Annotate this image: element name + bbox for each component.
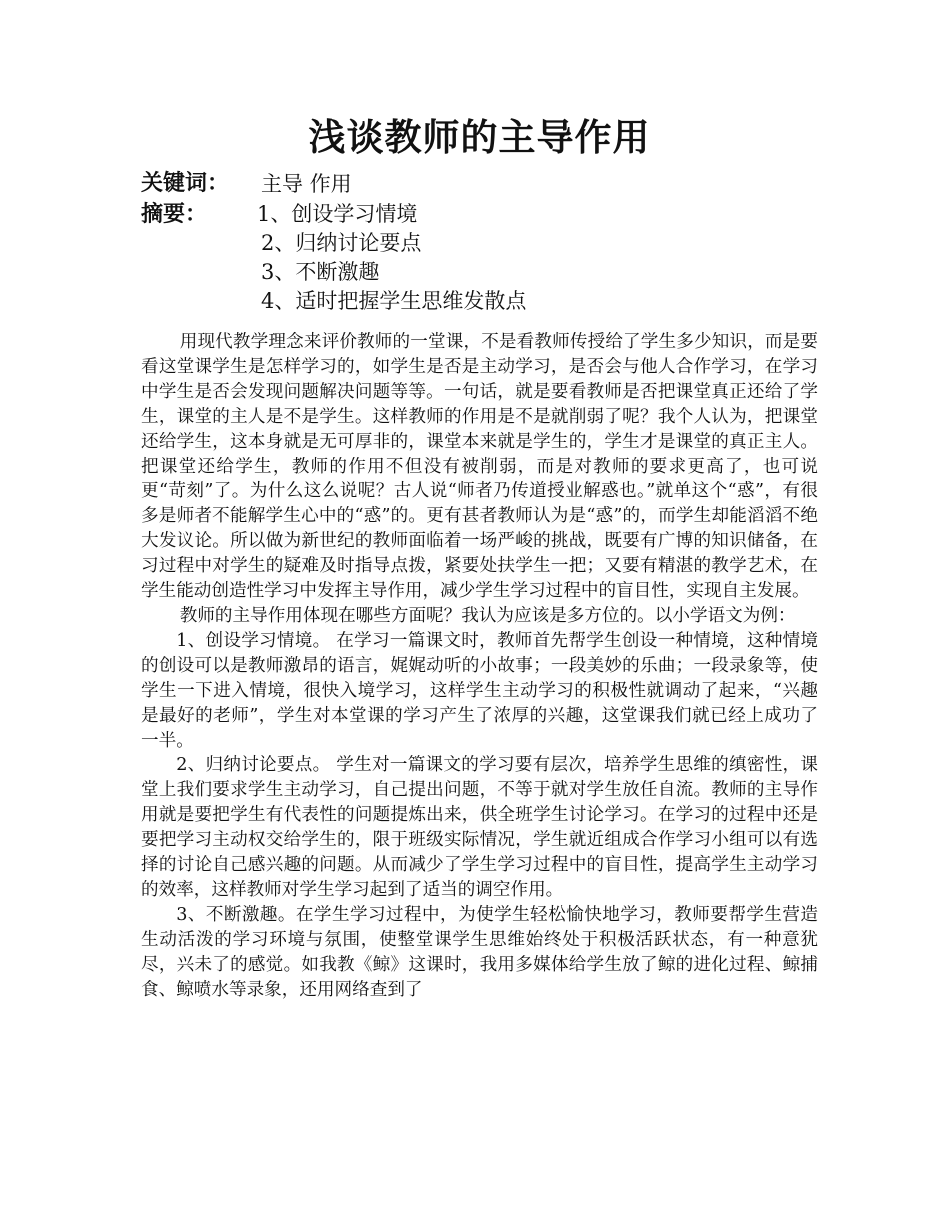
- abstract-item: 1、创设学习情境: [257, 202, 418, 226]
- abstract-list: [257, 200, 526, 316]
- document-title: 浅谈教师的主导作用: [308, 116, 651, 159]
- body-paragraph: 2、归纳讨论要点。 学生对一篇课文的学习要有层次，培养学生思维的缜密性，课堂上我们要求学生主动学习，自己提出问题，不等于就对学生放任自流。教师的主导作用就是要把学生有代表性的问题提炼出来，供全班学生讨论学习。在学习的过程中还是要把学习主动权交给学生的，限于班级实际情况，学生就近组成合作学习小组可以有选择的讨论自己感兴趣的问题。从而减少了学生学习过程中的盲目性，提高学生主动学习的效率，这样教师对学生学习起到了适当的调空作用。: [141, 755, 818, 900]
- document-body: [141, 330, 818, 1002]
- abstract-row: [141, 200, 818, 316]
- abstract-item: 3、不断激趣: [261, 260, 380, 284]
- abstract-item: 4、适时把握学生思维发散点: [261, 289, 527, 313]
- body-paragraph: 用现代教学理念来评价教师的一堂课，不是看教师传授给了学生多少知识，而是要看这堂课学生是怎样学习的，如学生是否是主动学习，是否会与他人合作学习，在学习中学生是否会发现问题解决问题等等。一句话，就是要看教师是否把课堂真正还给了学生，课堂的主人是不是学生。这样教师的作用是不是就削弱了呢？我个人认为，把课堂还给学生，这本身就是无可厚非的，课堂本来就是学生的，学生才是课堂的真正主人。把课堂还给学生，教师的作用不但没有被削弱，而是对教师的要求更高了，也可说更“苛刻”了。为什么这么说呢？古人说“师者乃传道授业解惑也。”就单这个“惑”，有很多是师者不能解学生心中的“惑”的。更有甚者教师认为是“惑”的，而学生却能滔滔不绝大发议论。所以做为新世纪的教师面临着一场严峻的挑战，既要有广博的知识储备，在习过程中对学生的疑难及时指导点拨，紧要处扶学生一把；又要有精湛的教学艺术，在学生能动创造性学习中发挥主导作用，减少学生学习过程中的盲目性，实现自主发展。: [141, 332, 818, 602]
- keywords-label: 关键词：: [141, 171, 230, 196]
- body-paragraph: 1、创设学习情境。 在学习一篇课文时，教师首先帮学生创设一种情境，这种情境的创设可以是教师激昂的语言，娓娓动听的小故事；一段美妙的乐曲；一段录象等，使学生一下进入情境，很快入境学习，这样学生主动学习的积极性就调动了起来，“兴趣是最好的老师”，学生对本堂课的学习产生了浓厚的兴趣，这堂课我们就已经上成功了一半。: [141, 630, 818, 751]
- body-paragraph: 教师的主导作用体现在哪些方面呢？我认为应该是多方位的。以小学语文为例：: [179, 605, 796, 626]
- keywords-value: 主导 作用: [261, 172, 352, 196]
- abstract-label: 摘要：: [141, 202, 208, 227]
- body-paragraph: 3、不断激趣。在学生学习过程中，为使学生轻松愉快地学习，教师要帮学生营造生动活泼的学习环境与氛围，使整堂课学生思维始终处于积极活跃状态，有一种意犹尽，兴未了的感觉。如我教《鲸》这课时，我用多媒体给学生放了鲸的进化过程、鲸捕食、鲸喷水等录象，还用网络查到了: [141, 904, 818, 1000]
- keywords-row: [141, 168, 818, 200]
- abstract-item: 2、归纳讨论要点: [261, 231, 422, 255]
